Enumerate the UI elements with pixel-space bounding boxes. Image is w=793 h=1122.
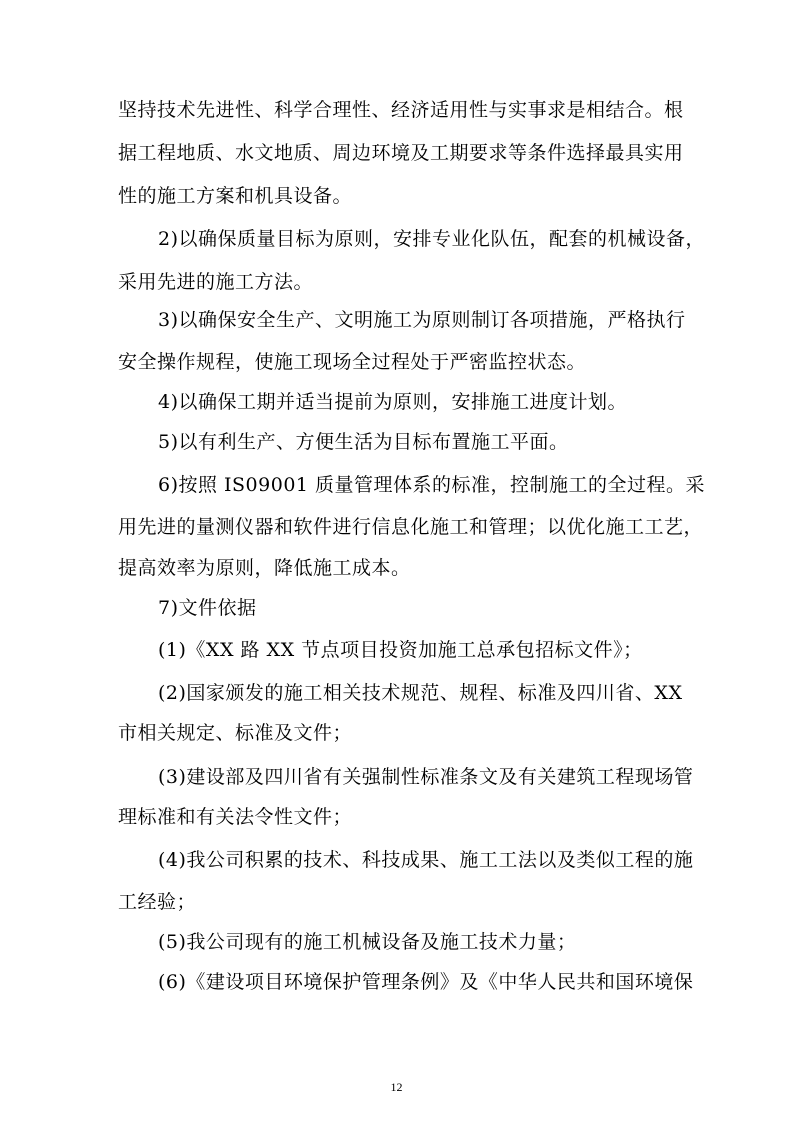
text-line: 工经验； — [118, 891, 197, 913]
text-line: 据工程地质、水文地质、周边环境及工期要求等条件选择最具实用 — [118, 142, 684, 164]
text-line: (2)国家颁发的施工相关技术规范、规程、标准及四川省、XX — [158, 682, 683, 704]
text-line: 市相关规定、标准及文件； — [118, 722, 353, 744]
text-line: 用先进的量测仪器和软件进行信息化施工和管理；以优化施工工艺， — [118, 516, 704, 538]
text-line: 7)文件依据 — [158, 597, 257, 619]
text-line: 坚持技术先进性、科学合理性、经济适用性与实事求是相结合。根 — [118, 99, 684, 121]
text-line: 提高效率为原则，降低施工成本。 — [118, 557, 411, 579]
text-line: (4)我公司积累的技术、科技成果、施工工法以及类似工程的施 — [158, 849, 694, 871]
page-number: 12 — [390, 1080, 403, 1094]
text-line: (3)建设部及四川省有关强制性标准条文及有关建筑工程现场管 — [158, 766, 694, 788]
text-line: 理标准和有关法令性文件； — [118, 806, 353, 828]
text-line: 3)以确保安全生产、文明施工为原则制订各项措施，严格执行 — [158, 309, 686, 331]
text-line: (6)《建设项目环境保护管理条例》及《中华人民共和国环境保 — [158, 971, 694, 993]
text-line: 安全操作规程，使施工现场全过程处于严密监控状态。 — [118, 351, 587, 373]
text-line: 4)以确保工期并适当提前为原则，安排施工进度计划。 — [158, 391, 628, 413]
text-line: 性的施工方案和机具设备。 — [118, 185, 353, 207]
text-line: (1)《XX 路 XX 节点项目投资加施工总承包招标文件》； — [158, 639, 643, 661]
text-line: (5)我公司现有的施工机械设备及施工技术力量； — [158, 931, 577, 953]
text-line: 5)以有利生产、方便生活为目标布置施工平面。 — [158, 431, 569, 453]
text-line: 6)按照 IS09001 质量管理体系的标准，控制施工的全过程。采 — [158, 474, 706, 496]
text-line: 2)以确保质量目标为原则，安排专业化队伍，配套的机械设备， — [158, 228, 706, 250]
text-line: 采用先进的施工方法。 — [118, 271, 314, 293]
